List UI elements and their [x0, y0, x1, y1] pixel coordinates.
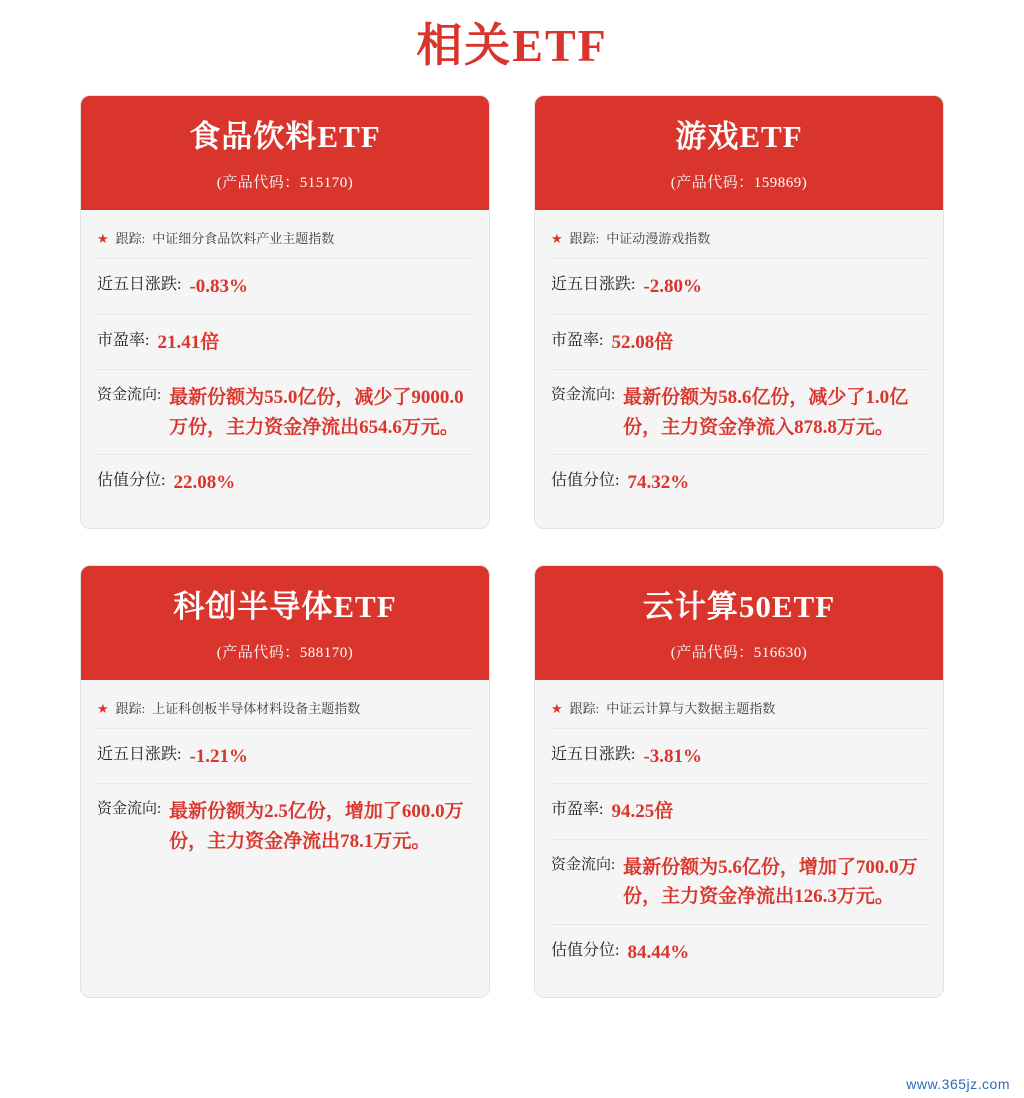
etf-card[interactable]: [534, 95, 944, 528]
fund-flow-row: [551, 370, 927, 455]
five-day-change-row: [551, 259, 927, 314]
valuation-percentile-row: [551, 925, 927, 979]
fund-flow-label: 资金流向:: [97, 801, 162, 818]
valuation-percentile-label: 估值分位:: [551, 941, 620, 959]
valuation-percentile-row: [551, 455, 927, 509]
etf-card[interactable]: [80, 565, 490, 998]
etf-code: (产品代码：588170): [216, 644, 354, 661]
etf-name: 云计算50ETF: [642, 588, 836, 624]
five-day-change-label: 近五日涨跌:: [97, 745, 182, 763]
five-day-change-value: -1.21%: [189, 745, 249, 767]
pe-ratio-row: [551, 315, 927, 370]
fund-flow-row: [97, 370, 473, 455]
valuation-percentile-value: 84.44%: [627, 941, 690, 963]
star-icon: ★: [551, 700, 563, 716]
etf-code: (产品代码：516630): [670, 644, 808, 661]
etf-card-body: [81, 210, 489, 527]
etf-code: (产品代码：159869): [670, 175, 808, 192]
etf-card-grid: [0, 95, 1024, 998]
valuation-percentile-value: 74.32%: [627, 472, 690, 494]
track-value: 上证科创板半导体材料设备主题指数: [152, 700, 361, 716]
pe-ratio-value: 94.25倍: [611, 801, 674, 823]
track-row: [551, 224, 927, 259]
pe-ratio-value: 21.41倍: [157, 331, 220, 353]
star-icon: ★: [551, 231, 563, 247]
fund-flow-value: 最新份额为58.6亿份，减少了1.0亿份，主力资金净流入878.8万元。: [623, 387, 909, 438]
pe-ratio-label: 市盈率:: [97, 331, 150, 349]
fund-flow-value: 最新份额为2.5亿份，增加了600.0万份，主力资金净流出78.1万元。: [169, 801, 464, 852]
fund-flow-label: 资金流向:: [551, 856, 616, 873]
etf-name: 科创半导体ETF: [173, 588, 397, 624]
etf-card-body: [535, 210, 943, 527]
etf-card-body: [535, 680, 943, 997]
track-value: 中证动漫游戏指数: [606, 231, 711, 247]
five-day-change-label: 近五日涨跌:: [551, 745, 636, 763]
five-day-change-value: -3.81%: [643, 745, 703, 767]
etf-card-header: [81, 566, 489, 680]
etf-name: 游戏ETF: [675, 119, 803, 155]
five-day-change-row: [551, 729, 927, 784]
site-watermark: www.365jz.com: [906, 1076, 1010, 1092]
five-day-change-row: [97, 729, 473, 784]
pe-ratio-label: 市盈率:: [551, 801, 604, 819]
track-label: 跟踪:: [115, 700, 146, 716]
etf-card-header: [81, 96, 489, 210]
fund-flow-label: 资金流向:: [97, 387, 162, 404]
fund-flow-value: 最新份额为55.0亿份，减少了9000.0万份，主力资金净流出654.6万元。: [169, 387, 464, 438]
five-day-change-value: -0.83%: [189, 276, 249, 298]
etf-card-header: [535, 566, 943, 680]
etf-card-body: [81, 680, 489, 886]
valuation-percentile-value: 22.08%: [173, 472, 236, 494]
five-day-change-label: 近五日涨跌:: [551, 276, 636, 294]
pe-ratio-row: [551, 784, 927, 839]
star-icon: ★: [97, 700, 109, 716]
five-day-change-row: [97, 259, 473, 314]
etf-name: 食品饮料ETF: [189, 119, 381, 155]
track-label: 跟踪:: [115, 231, 146, 247]
valuation-percentile-row: [97, 455, 473, 509]
five-day-change-value: -2.80%: [643, 276, 703, 298]
etf-card[interactable]: [80, 95, 490, 528]
track-value: 中证云计算与大数据主题指数: [606, 700, 776, 716]
pe-ratio-row: [97, 315, 473, 370]
track-row: [551, 694, 927, 729]
fund-flow-row: [551, 840, 927, 925]
page-title: 相关ETF: [416, 20, 608, 71]
fund-flow-value: 最新份额为5.6亿份，增加了700.0万份，主力资金净流出126.3万元。: [623, 856, 918, 908]
track-label: 跟踪:: [569, 700, 600, 716]
track-row: [97, 694, 473, 729]
etf-code: (产品代码：515170): [216, 175, 354, 192]
track-label: 跟踪:: [569, 231, 600, 247]
pe-ratio-value: 52.08倍: [611, 331, 674, 353]
etf-card[interactable]: [534, 565, 944, 998]
five-day-change-label: 近五日涨跌:: [97, 276, 182, 294]
etf-card-header: [535, 96, 943, 210]
track-value: 中证细分食品饮料产业主题指数: [152, 231, 335, 247]
valuation-percentile-label: 估值分位:: [97, 472, 166, 490]
fund-flow-row: [97, 784, 473, 868]
valuation-percentile-label: 估值分位:: [551, 472, 620, 490]
fund-flow-label: 资金流向:: [551, 387, 616, 404]
star-icon: ★: [97, 231, 109, 247]
track-row: [97, 224, 473, 259]
pe-ratio-label: 市盈率:: [551, 331, 604, 349]
